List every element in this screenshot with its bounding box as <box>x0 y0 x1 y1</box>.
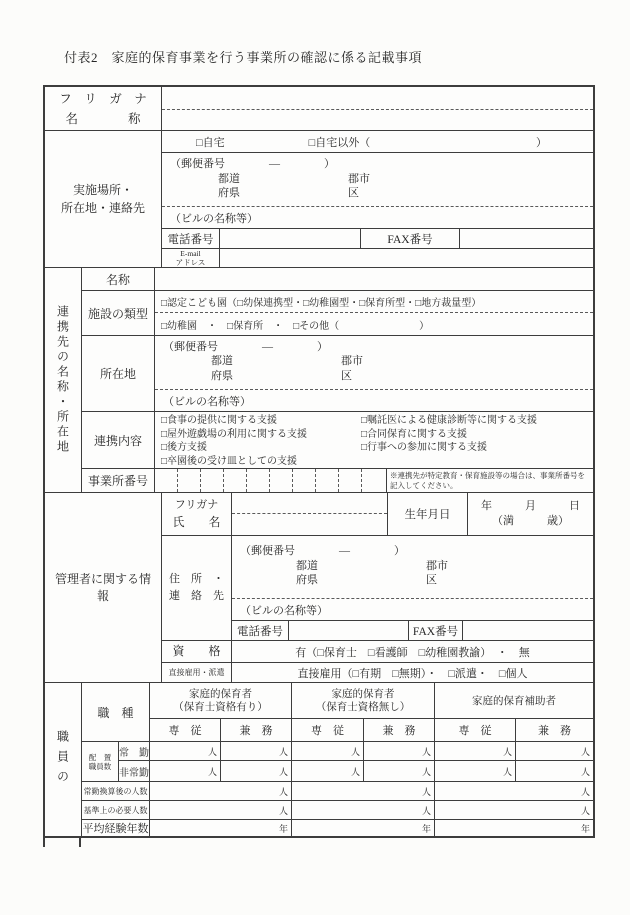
fax-input[interactable] <box>463 621 593 640</box>
conversion-row <box>82 782 593 801</box>
tel-input[interactable] <box>220 229 361 248</box>
partner-name-label: 名称 <box>82 268 155 290</box>
staff-count-cell[interactable]: 人 <box>150 782 292 800</box>
facility-type-option-row-2[interactable]: □幼稚園 ・ □保育所 ・ □その他（ ） <box>161 320 430 332</box>
city-label: 郡市 区 <box>348 172 370 200</box>
birth-date-format-line1: 年 月 日 <box>481 500 580 513</box>
staff-count-cell[interactable]: 人 <box>150 761 221 781</box>
birth-date-label: 生年月日 <box>387 493 467 535</box>
facility-type-option-row-1[interactable]: □認定こども園（□幼保連携型・□幼稚園型・□保育所型・□地方裁量型） <box>155 291 593 313</box>
partner-side-label: 連携先の名称・所在地 <box>45 268 82 492</box>
fax-label: FAX番号 <box>408 621 463 640</box>
office-number-cell[interactable] <box>316 469 339 492</box>
group-header: 家庭的保育者 （保育士資格有り） <box>150 683 292 718</box>
dedicated-header: 専 従 <box>150 719 221 741</box>
staff-count-cell[interactable]: 人 <box>292 801 435 819</box>
partner-address-block[interactable] <box>155 336 593 389</box>
page-title: 付表2 家庭的保育事業を行う事業所の確認に係る記載事項 <box>64 50 423 65</box>
qualification-row <box>162 641 593 663</box>
required-label: 基準上の必要人数 <box>82 801 150 819</box>
staff-group-header-row <box>150 683 593 719</box>
building-name-row[interactable] <box>162 206 593 229</box>
partner-name-input[interactable] <box>155 268 593 290</box>
birth-date-format-line2: （満 歳） <box>492 515 569 528</box>
staff-count-cell[interactable]: 人 <box>435 761 516 781</box>
conversion-label: 常勤換算後の人数 <box>82 782 150 800</box>
name-input[interactable] <box>162 110 593 130</box>
site-type-row <box>162 131 593 153</box>
coop-item[interactable]: □嘱託医による健康診断等に関する支援 <box>361 415 538 427</box>
staff-count-cell[interactable]: 人 <box>221 761 292 781</box>
postal-label: （郵便番号 ― ） <box>170 158 335 171</box>
city-label: 郡市 区 <box>426 559 448 587</box>
manager-name-label: フリガナ 氏 名 <box>162 493 232 535</box>
employment-type-label: 直接雇用・派遣 <box>162 663 232 682</box>
partner-building-row[interactable] <box>155 389 593 411</box>
staff-count-cell[interactable]: 人 <box>292 742 364 760</box>
office-number-label: 事業所番号 <box>82 469 155 492</box>
staff-count-cell[interactable]: 人 <box>292 782 435 800</box>
dedicated-header: 専 従 <box>435 719 516 741</box>
coop-item[interactable]: □行事への参加に関する支援 <box>361 442 488 454</box>
site-tel-row <box>162 229 593 249</box>
table-continuation-line <box>43 838 45 847</box>
manager-section-label: 管理者に関する情報 <box>45 493 162 682</box>
partner-name-row <box>82 268 593 291</box>
staff-count-cell[interactable]: 人 <box>364 761 435 781</box>
qualification-options[interactable]: 有（□保育士 □看護師 □幼稚園教諭） ・ 無 <box>295 646 530 659</box>
concurrent-header: 兼 務 <box>221 719 292 741</box>
staff-count-cell[interactable]: 人 <box>580 805 590 816</box>
office-number-cell[interactable] <box>224 469 247 492</box>
group-header: 家庭的保育者 （保育士資格無し） <box>292 683 435 718</box>
birth-date-input[interactable] <box>467 493 593 535</box>
staff-count-cell[interactable]: 人 <box>580 786 590 797</box>
coop-line <box>155 455 593 469</box>
coop-line <box>155 428 593 442</box>
facility-type-label: 施設の類型 <box>82 291 155 335</box>
tel-input[interactable] <box>289 621 408 640</box>
manager-name-input[interactable] <box>232 514 387 535</box>
dedicated-header: 専 従 <box>292 719 364 741</box>
prefecture-label: 都道 府県 <box>296 559 318 587</box>
home-other-paren-close: ） <box>536 136 547 149</box>
office-number-cell[interactable] <box>201 469 224 492</box>
partner-address-row <box>82 336 593 412</box>
office-number-cell[interactable] <box>247 469 270 492</box>
manager-address-label: 住 所 ・ 連 絡 先 <box>162 536 232 640</box>
partner-address-label: 所在地 <box>82 336 155 411</box>
site-section <box>45 131 593 268</box>
facility-type-row <box>82 291 593 336</box>
job-type-label: 職 種 <box>82 683 150 742</box>
coop-item[interactable]: □後方支援 <box>161 442 208 454</box>
office-number-cell[interactable] <box>362 469 387 492</box>
manager-tel-row <box>232 621 593 640</box>
employment-type-row <box>162 663 593 682</box>
experience-row <box>82 820 593 836</box>
manager-furigana-input[interactable] <box>232 493 387 514</box>
form-table <box>43 85 595 838</box>
concurrent-header: 兼 務 <box>538 725 571 737</box>
office-number-cell[interactable] <box>178 469 201 492</box>
building-label: （ビルの名称等） <box>163 395 251 408</box>
parttime-row <box>119 761 593 781</box>
staff-count-cell[interactable]: 人 <box>580 746 590 757</box>
office-number-cell[interactable] <box>270 469 293 492</box>
group-header: 家庭的保育補助者 <box>472 696 556 707</box>
coop-line <box>155 414 593 428</box>
email-label: E-mail アドレス <box>162 249 220 267</box>
staff-count-cell[interactable]: 人 <box>580 766 590 777</box>
manager-section <box>45 493 593 683</box>
home-checkbox-option[interactable]: □自宅 <box>196 136 225 149</box>
staff-subheader-row <box>150 719 593 742</box>
furigana-input[interactable] <box>162 87 593 110</box>
parttime-label: 非常勤 <box>119 761 150 781</box>
coop-content-row <box>82 412 593 469</box>
experience-label: 平均経験年数 <box>82 820 150 836</box>
staff-side-label: 職員の <box>45 683 82 836</box>
coop-item[interactable]: □食事の提供に関する支援 <box>161 415 278 427</box>
manager-name-row <box>162 493 593 536</box>
office-number-cell[interactable] <box>339 469 362 492</box>
required-row <box>82 801 593 820</box>
building-label: （ビルの名称等） <box>240 604 328 617</box>
name-label: 名 称 <box>65 111 141 126</box>
prefecture-label: 都道 府県 <box>211 355 233 382</box>
tel-label: 電話番号 <box>162 229 220 248</box>
home-other-checkbox-option[interactable]: □自宅以外（ <box>308 136 371 149</box>
staff-years-cell[interactable]: 年 <box>150 820 292 836</box>
coop-content-label: 連携内容 <box>82 412 155 468</box>
staff-count-cell[interactable]: 人 <box>221 742 292 760</box>
fax-label: FAX番号 <box>361 229 460 248</box>
site-address-block[interactable] <box>162 153 593 206</box>
placement-count-label: 配 置 職員数 <box>82 742 119 781</box>
employment-type-options[interactable]: 直接雇用（□有期 □無期）・ □派遣・ □個人 <box>297 667 528 680</box>
coop-item[interactable]: □屋外遊戯場の利用に関する支援 <box>161 428 308 440</box>
fulltime-row <box>119 742 593 761</box>
staff-header-block <box>82 683 593 742</box>
name-section-label <box>45 87 162 130</box>
postal-label: （郵便番号 ― ） <box>240 545 405 558</box>
table-continuation-line <box>79 838 81 847</box>
qualification-label: 資 格 <box>162 641 232 662</box>
coop-line <box>155 441 593 455</box>
office-number-cell[interactable] <box>293 469 316 492</box>
staff-years-cell[interactable]: 年 <box>580 823 590 834</box>
fax-input[interactable] <box>460 229 593 248</box>
staff-count-cell[interactable]: 人 <box>364 742 435 760</box>
manager-address-block[interactable] <box>232 536 593 598</box>
staff-section <box>45 683 593 836</box>
fulltime-label: 常 勤 <box>119 742 150 760</box>
tel-label: 電話番号 <box>232 621 289 640</box>
staff-count-cell[interactable]: 人 <box>150 742 221 760</box>
partner-section <box>45 268 593 493</box>
furigana-label: フ リ ガ ナ <box>59 91 147 106</box>
name-section <box>45 87 593 131</box>
concurrent-header: 兼 務 <box>364 719 435 741</box>
office-number-row <box>82 469 593 492</box>
staff-count-cell[interactable]: 人 <box>292 761 364 781</box>
city-label: 郡市 区 <box>341 355 363 382</box>
building-label: （ビルの名称等） <box>170 212 258 225</box>
postal-label: （郵便番号 ― ） <box>163 340 328 353</box>
email-input[interactable] <box>220 249 593 267</box>
placement-count-block <box>82 742 593 782</box>
prefecture-label: 都道 府県 <box>218 172 240 200</box>
manager-address-row <box>162 536 593 641</box>
coop-item[interactable]: □卒園後の受け皿としての支援 <box>161 455 298 467</box>
staff-count-cell[interactable]: 人 <box>150 801 292 819</box>
staff-years-cell[interactable]: 年 <box>292 820 435 836</box>
staff-count-cell[interactable]: 人 <box>435 742 516 760</box>
site-email-row <box>162 249 593 267</box>
office-number-note: ※連携先が特定教育・保育施設等の場合は、事業所番号を記入してください。 <box>390 471 585 490</box>
coop-item[interactable]: □合同保育に関する支援 <box>361 428 468 440</box>
office-number-cell[interactable] <box>155 469 178 492</box>
site-section-label: 実施場所・ 所在地・連絡先 <box>45 131 162 267</box>
manager-building-row[interactable] <box>232 598 593 621</box>
